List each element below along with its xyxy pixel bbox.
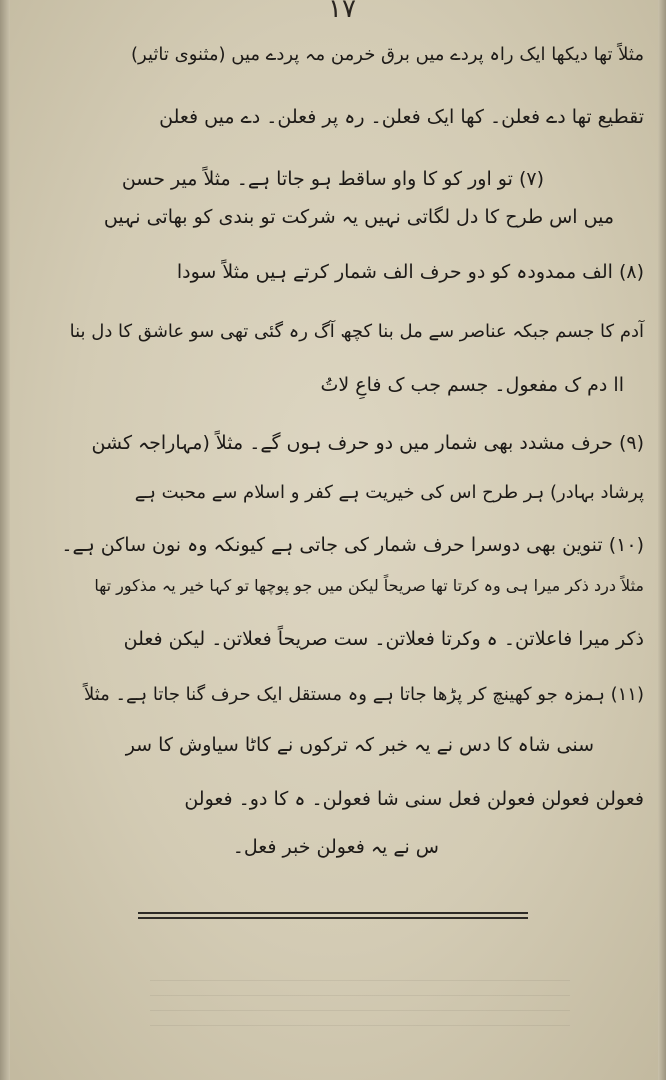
text-line: س نے یہ فعولن خبر فعل۔ xyxy=(232,836,439,858)
text-line: (۸) الف ممدودہ کو دو حرف الف شمار کرتے ہیں مثلاً سودا xyxy=(176,261,644,283)
text-line: میں اس طرح کا دل لگاتی نہیں یہ شرکت تو بندی کو بھاتی نہیں xyxy=(103,206,614,228)
text-line: پرشاد بہادر) ہر طرح اس کی خیریت ہے کفر و اسلام سے محبت ہے xyxy=(134,482,644,503)
text-line: آدم کا جسم جبکہ عناصر سے مل بنا کچھ آگ رہ گئی تھی سو عاشق کا دل بنا xyxy=(69,321,644,342)
text-line: (۱۱) ہمزہ جو کھینچ کر پڑھا جاتا ہے وہ مستقل ایک حرف گنا جاتا ہے۔ مثلاً xyxy=(83,684,644,705)
text-line: (۹) حرف مشدد بھی شمار میں دو حرف ہوں گے۔ مثلاً (مہاراجہ کشن xyxy=(91,432,644,454)
text-line: (۷) تو اور کو کا واو ساقط ہو جاتا ہے۔ مثلاً میر حسن xyxy=(121,168,544,190)
end-divider-line xyxy=(138,917,528,919)
page-number: ۱۷ xyxy=(328,0,356,24)
text-line: مثلاً تھا دیکھا ایک راہ پردے میں برق خرمن مہ پردے میں (مثنوی تاثیر) xyxy=(131,44,644,65)
text-line: سنی شاہ کا دس نے یہ خبر کہ ترکوں نے کاٹا سیاوش کا سر xyxy=(125,734,594,756)
text-line: (۱۰) تنوین بھی دوسرا حرف شمار کی جاتی ہے کیونکہ وہ نون ساکن ہے۔ xyxy=(61,534,644,556)
text-line: تقطیع تھا دے فعلن۔ کھا ایک فعلن۔ رہ پر فعلن۔ دے میں فعلن xyxy=(159,106,644,128)
bleed-through-texture xyxy=(150,980,570,1040)
text-line: مثلاً درد ذکر میرا ہی وہ کرتا تھا صریحاً لیکن میں جو پوچھا تو کہا خیر یہ مذکور تھا xyxy=(94,576,644,595)
text-line: ذکر میرا فاعلاتن۔ ہ وکرتا فعلاتن۔ ست صریحاً فعلاتن۔ لیکن فعلن xyxy=(123,628,644,650)
end-divider-line xyxy=(138,912,528,914)
text-line: فعولن فعولن فعولن فعل سنی شا فعولن۔ ہ کا دو۔ فعولن xyxy=(184,788,644,810)
page-left-edge xyxy=(0,0,10,1080)
text-line: اا دم ک مفعول۔ جسم جب ک فاعِ لاتُ xyxy=(320,374,624,396)
page-right-edge xyxy=(658,0,666,1080)
